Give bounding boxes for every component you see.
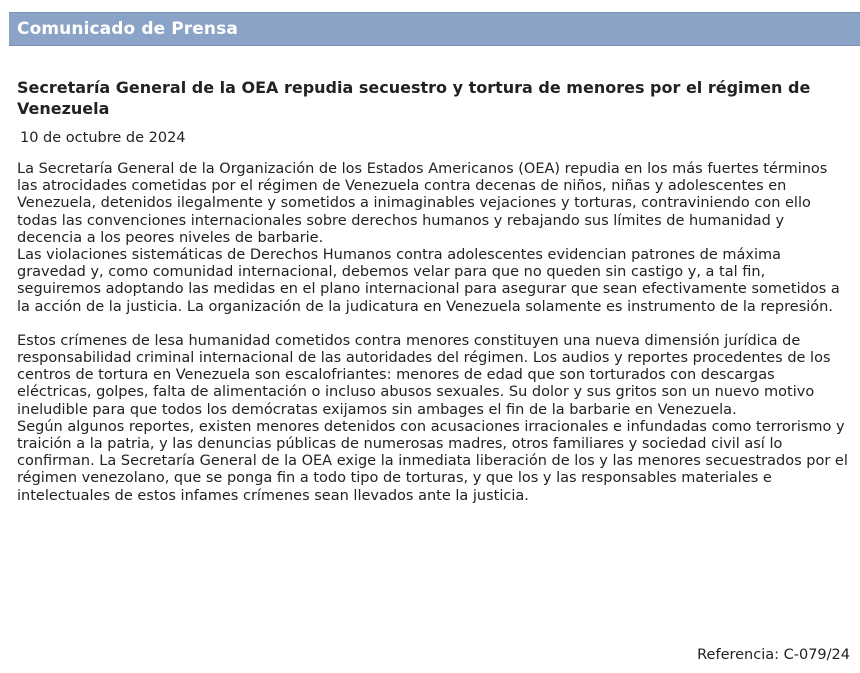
reference-code: Referencia: C-079/24 <box>697 647 850 663</box>
article-body <box>17 161 849 505</box>
paragraph-spacer <box>17 316 849 333</box>
article-headline: Secretaría General de la OEA repudia secuestro y tortura de menores por el régimen de Venezuela <box>17 78 811 118</box>
article-paragraph: Estos crímenes de lesa humanidad cometidos contra menores constituyen una nueva dimensión jurídica de responsabilidad criminal internacional de las autoridades del régimen. Los audios y reportes procedentes de los centros de tortura en Venezuela son escalofriantes: menores de edad que son torturados con descargas eléctricas, golpes, falta de alimentación o incluso abusos sexuales. Su dolor y sus gritos son un nuevo motivo ineludible para que todos los demócratas exijamos sin ambages el fin de la barbarie en Venezuela. <box>17 332 831 418</box>
press-release-header <box>9 12 860 46</box>
article-paragraph: Las violaciones sistemáticas de Derechos Humanos contra adolescentes evidencian patrones de máxima gravedad y, como comunidad internacional, debemos velar para que no queden sin castigo y, a tal fin, seguiremos adoptando las medidas en el plano internacional para asegurar que sean efectivamente sometidos a la acción de la justicia. La organización de la judicatura en Venezuela solamente es instrumento de la represión. <box>17 247 840 315</box>
article-date: 10 de octubre de 2024 <box>20 130 186 146</box>
header-title: Comunicado de Prensa <box>17 19 238 39</box>
article-paragraph: Según algunos reportes, existen menores detenidos con acusaciones irracionales e infundadas como terrorismo y traición a la patria, y las denuncias públicas de numerosas madres, otros familiares y sociedad civil así lo confirman. La Secretaría General de la OEA exige la inmediata liberación de los y las menores secuestrados por el régimen venezolano, que se ponga fin a todo tipo de torturas, y que los y las responsables materiales e intelectuales de estos infames crímenes sean llevados ante la justicia. <box>17 418 848 504</box>
article-paragraph: La Secretaría General de la Organización de los Estados Americanos (OEA) repudia en los más fuertes términos las atrocidades cometidas por el régimen de Venezuela contra decenas de niños, niñas y adolescentes en Venezuela, detenidos ilegalmente y sometidos a inimaginables vejaciones y torturas, contraviniendo con ello todas las convenciones internacionales sobre derechos humanos y rebajando sus límites de humanidad y decencia a los peores niveles de barbarie. <box>17 161 828 246</box>
